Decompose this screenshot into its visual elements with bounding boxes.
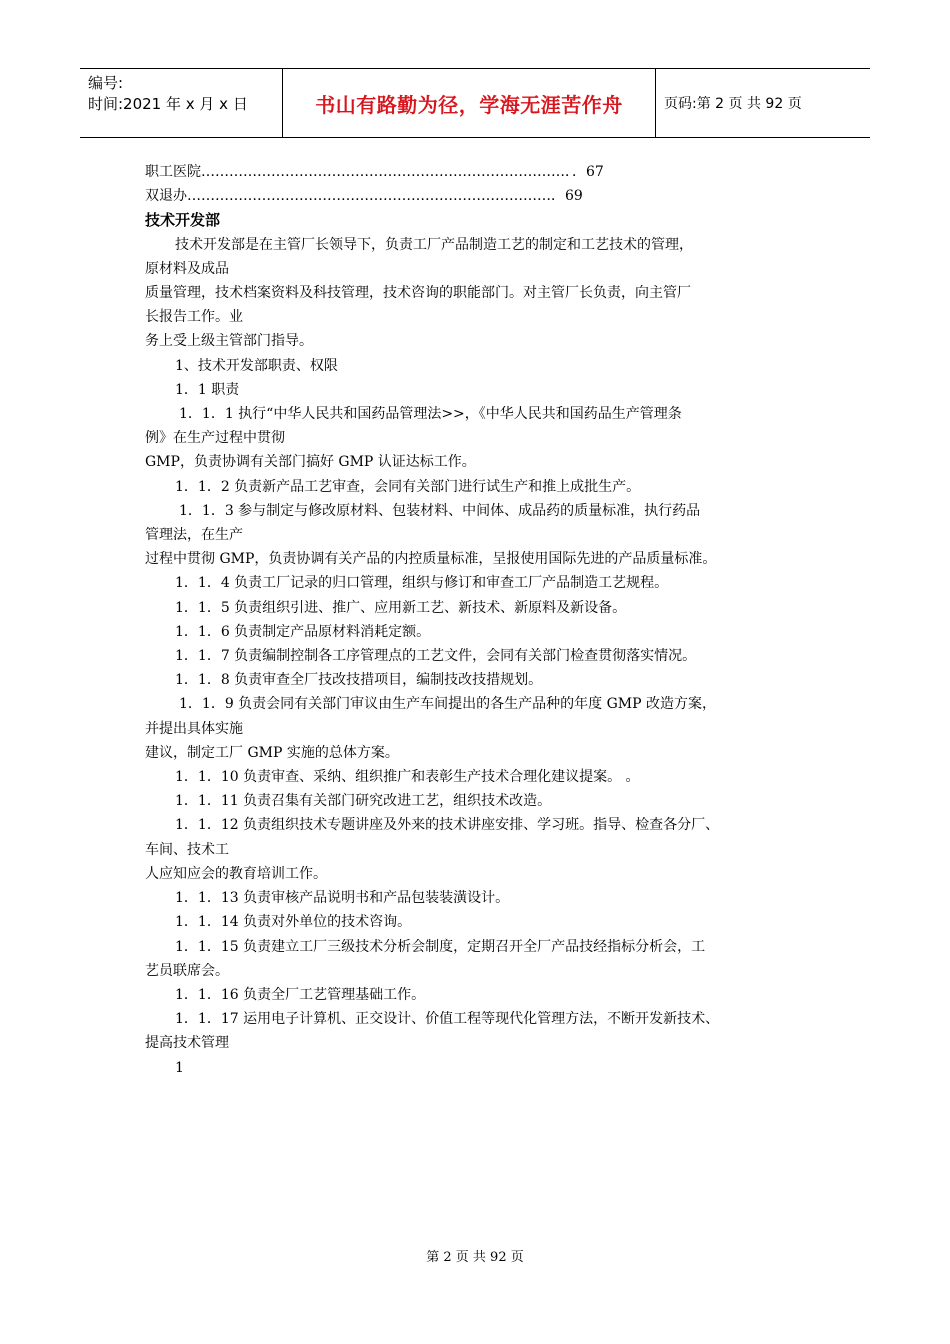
body-line: 过程中贯彻 GMP，负责协调有关产品的内控质量标准，呈报使用国际先进的产品质量标准。	[145, 551, 717, 568]
body-line: 长报告工作。业	[145, 309, 243, 326]
body-line: 并提出具体实施	[145, 720, 243, 737]
body-line: 车间、技术工	[145, 841, 229, 858]
body-line: 管理法，在生产	[145, 527, 243, 544]
body-line: 1．1．10 负责审查、采纳、组织推广和表彰生产技术合理化建议提案。 。	[175, 769, 640, 786]
body-line: 务上受上级主管部门指导。	[145, 333, 313, 350]
body-line: 1．1．13 负责审核产品说明书和产品包装装潢设计。	[175, 890, 510, 907]
header-slogan: 书山有路勤为径，学海无涯苦作舟	[282, 69, 656, 137]
body-line: 1．1．1 执行“中华人民共和国药品管理法>>，《中华人民共和国药品生产管理条	[179, 406, 682, 423]
body-line: 1．1．12 负责组织技术专题讲座及外来的技术讲座安排、学习班。指导、检查各分厂、	[175, 817, 720, 834]
body-line: 1．1．4 负责工厂记录的归口管理，组织与修订和审查工厂产品制造工艺规程。	[175, 575, 669, 592]
body-line: 1、技术开发部职责、权限	[175, 357, 338, 374]
body-line: 人应知应会的教育培训工作。	[145, 865, 327, 882]
header-page-number: 页码:第 2 页 共 92 页	[664, 96, 802, 112]
document-number-label: 编号:	[88, 74, 124, 92]
body-line: 1．1．16 负责全厂工艺管理基础工作。	[175, 986, 426, 1003]
body-line: 1．1．7 负责编制控制各工序管理点的工艺文件，会同有关部门检查贯彻落实情况。	[175, 648, 697, 665]
body-line: 1	[175, 1059, 184, 1076]
document-date-label: 时间:2021 年 x 月 x 日	[88, 95, 248, 113]
page-header	[80, 68, 870, 138]
body-line: 1．1．9 负责会同有关部门审议由生产车间提出的各生产品种的年度 GMP 改造方案，	[179, 696, 717, 713]
body-line: 1．1．15 负责建立工厂三级技术分析会制度，定期召开全厂产品技经指标分析会，工	[175, 938, 706, 955]
body-line: 建议，制定工厂 GMP 实施的总体方案。	[145, 744, 399, 761]
body-line: 1．1．5 负责组织引进、推广、应用新工艺、新技术、新原料及新设备。	[175, 599, 627, 616]
body-line: 1．1．2 负责新产品工艺审查，会同有关部门进行试生产和推上成批生产。	[175, 478, 641, 495]
page-footer: 第 2 页 共 92 页	[426, 1250, 524, 1265]
document-body	[145, 160, 825, 1080]
body-line: 1．1．11 负责召集有关部门研究改进工艺，组织技术改造。	[175, 793, 552, 810]
section-title: 技术开发部	[145, 211, 221, 230]
body-line: 1．1．3 参与制定与修改原材料、包装材料、中间体、成品药的质量标准，执行药品	[179, 502, 701, 519]
body-line: 1．1．17 运用电子计算机、正交设计、价值工程等现代化管理方法，不断开发新技术、	[175, 1011, 720, 1028]
body-line: 技术开发部是在主管厂长领导下，负责工厂产品制造工艺的制定和工艺技术的管理，	[175, 236, 693, 253]
body-line: 艺员联席会。	[145, 962, 229, 979]
body-line: 1．1．8 负责审查全厂技改技措项目，编制技改技措规划。	[175, 672, 543, 689]
body-line: 原材料及成品	[145, 260, 229, 277]
body-line: 例》在生产过程中贯彻	[145, 430, 285, 447]
body-line: GMP，负责协调有关部门搞好 GMP 认证达标工作。	[145, 454, 476, 471]
body-line: 提高技术管理	[145, 1035, 229, 1052]
body-line: 1．1 职责	[175, 381, 240, 398]
toc-entry: 双退办……………………………………………………………………．69	[145, 188, 583, 205]
toc-entry: 职工医院……………………………………………………………………．．67	[145, 164, 604, 180]
paragraph-list	[145, 233, 825, 1080]
body-line: 质量管理，技术档案资料及科技管理，技术咨询的职能部门。对主管厂长负责，向主管厂	[145, 285, 691, 302]
body-line: 1．1．14 负责对外单位的技术咨询。	[175, 914, 412, 931]
header-left-cell	[80, 69, 282, 137]
body-line: 1．1．6 负责制定产品原材料消耗定额。	[175, 623, 431, 640]
